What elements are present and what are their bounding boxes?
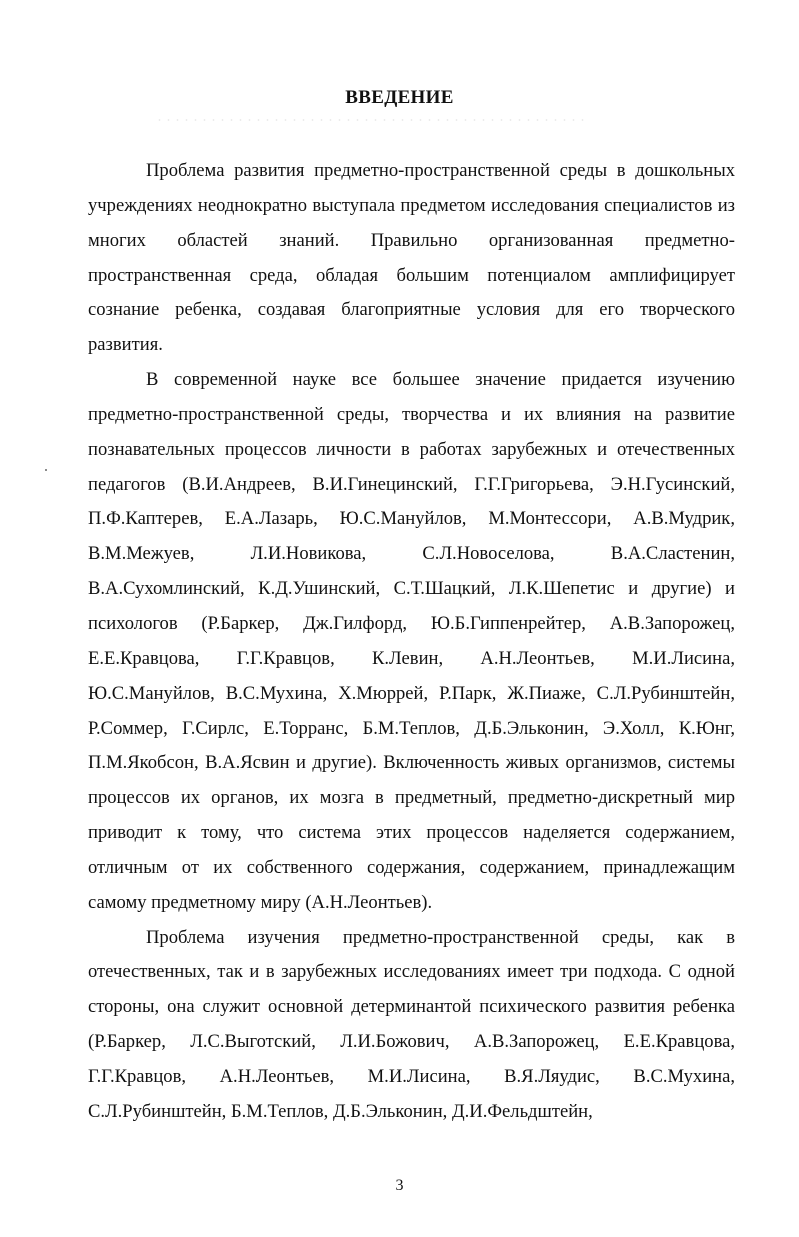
paragraph-3: Проблема изучения предметно-пространственной среды, как в отечественных, так и в зарубежных исследованиях имеет три подхода. С одной стороны, она служит основной детерминантой психического развития ребенка (Р.Баркер, Л.С.Выготский, Л.И.Божович, А.В.Запорожец, Е.Е.Кравцова, Г.Г.Кравцов, А.Н.Леонтьев, М.И.Лисина, В.Я.Ляудис, В.С.Мухина, С.Л.Рубинштейн, Б.М.Теплов, Д.Б.Эльконин, Д.И.Фельдштейн,	[88, 926, 735, 1122]
paragraph-2: В современной науке все большее значение придается изучению предметно-пространственной среды, творчества и их влияния на развитие познавательных процессов личности в работах зарубежных и отечественных педагогов (В.И.Андреев, В.И.Гинецинский, Г.Г.Григорьева, Э.Н.Гусинский, П.Ф.Каптерев, Е.А.Лазарь, Ю.С.Мануйлов, М.Монтессори, А.В.Мудрик, В.М.Межуев, Л.И.Новикова, С.Л.Новоселова, В.А.Сластенин, В.А.Сухомлинский, К.Д.Ушинский, С.Т.Шацкий, Л.К.Шепетис и другие) и психологов (Р.Баркер, Дж.Гилфорд, Ю.Б.Гиппенрейтер, А.В.Запорожец, Е.Е.Кравцова, Г.Г.Кравцов, К.Левин, А.Н.Леонтьев, М.И.Лисина, Ю.С.Мануйлов, В.С.Мухина, Х.Мюррей, Р.Парк, Ж.Пиаже, С.Л.Рубинштейн, Р.Соммер, Г.Сирлс, Е.Торранс, Б.М.Теплов, Д.Б.Эльконин, Э.Холл, К.Юнг, П.М.Якобсон, В.А.Ясвин и другие). Включенность живых организмов, системы процессов их органов, их мозга в предметный, предметно-дискретный мир приводит к тому, что система этих процессов наделяется содержанием, отличным от их собственного содержания, содержанием, принадлежащим самому предметному миру (А.Н.Леонтьев).	[88, 369, 735, 913]
scan-speck-decoration	[45, 469, 47, 471]
page-number: 3	[395, 1177, 404, 1194]
scan-noise-decoration	[155, 117, 585, 123]
paragraph-1: Проблема развития предметно-пространственной среды в дошкольных учреждениях неоднократно выступала предметом исследования специалистов из многих областей знаний. Правильно организованная предметно-пространственная среда, обладая большим потенциалом амплифицирует сознание ребенка, создавая благоприятные условия для его творческого развития.	[88, 160, 735, 356]
page-title: ВВЕДЕНИЕ	[345, 87, 454, 108]
body-text	[88, 154, 735, 1130]
